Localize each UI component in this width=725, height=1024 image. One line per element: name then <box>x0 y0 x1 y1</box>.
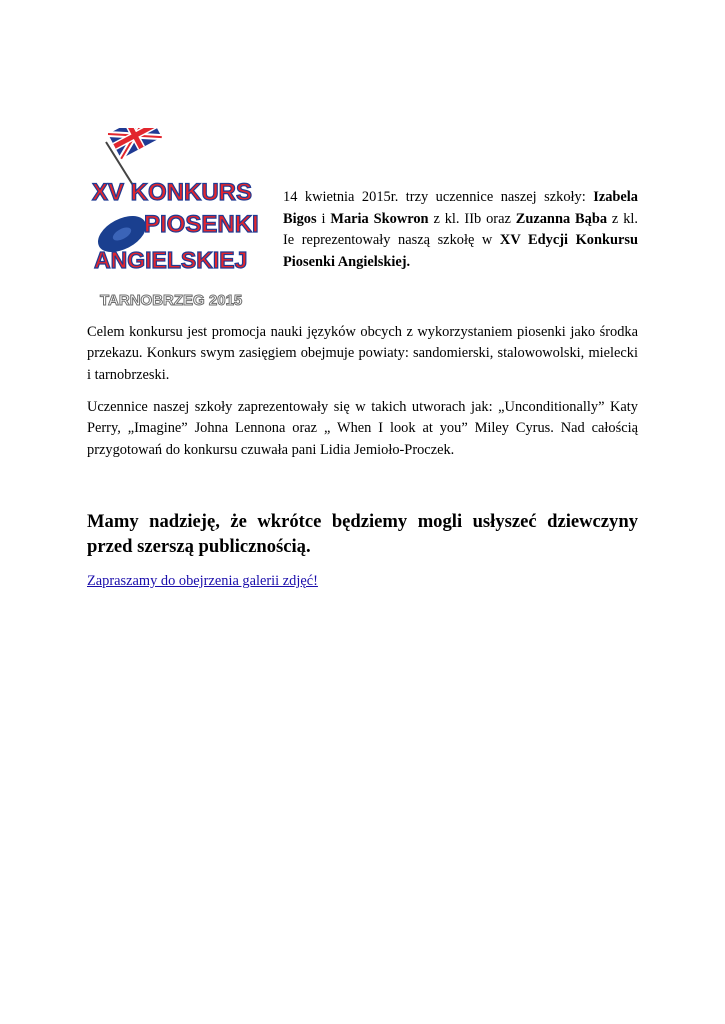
logo-line-2: PIOSENKI <box>144 211 259 238</box>
intro-text-1: 14 kwietnia 2015r. trzy uczennice naszej szkoły: <box>283 189 594 205</box>
contest-goal-paragraph: Celem konkursu jest promocja nauki języków obcych z wykorzystaniem piosenki jako środka przekazu. Konkurs swym zasięgiem obejmuje powiaty: sandomierski, stalowowolski, mielecki i tarnobrzeski. <box>87 324 638 383</box>
event-name: XV Edycji Konkursu Piosenki Angielskiej. <box>283 232 638 270</box>
intro-text-4: z kl. Ie reprezentowały naszą szkołę w <box>283 210 638 248</box>
union-jack-flag-icon <box>108 128 162 159</box>
intro-text-2: i <box>316 210 331 227</box>
closing-heading: Mamy nadzieję, że wkrótce będziemy mogli usłyszeć dziewczyny przed szerszą publicznością. <box>87 511 638 557</box>
intro-paragraph <box>283 187 638 273</box>
songs-paragraph: Uczennice naszej szkoły zaprezentowały się w takich utworach jak: „Unconditionally” Katy Perry, „Imagine” Johna Lennona oraz „ When I look at you” Miley Cyrus. Nad całością przygotowań do konkursu czuwała pani Lidia Jemioło-Proczek. <box>87 399 638 458</box>
logo-line-4: TARNOBRZEG 2015 <box>100 292 243 309</box>
contest-logo <box>86 128 266 310</box>
logo-line-3: ANGIELSKIEJ <box>94 247 248 273</box>
gallery-link[interactable]: Zapraszamy do obejrzenia galerii zdjęć! <box>87 573 318 589</box>
student-name-1: Izabela Bigos <box>283 189 638 227</box>
intro-text-3: z kl. IIb oraz <box>428 210 516 227</box>
student-name-2: Maria Skowron <box>330 210 429 227</box>
student-name-3: Zuzanna Bąba <box>515 210 608 227</box>
logo-line-1: XV KONKURS <box>92 179 253 206</box>
